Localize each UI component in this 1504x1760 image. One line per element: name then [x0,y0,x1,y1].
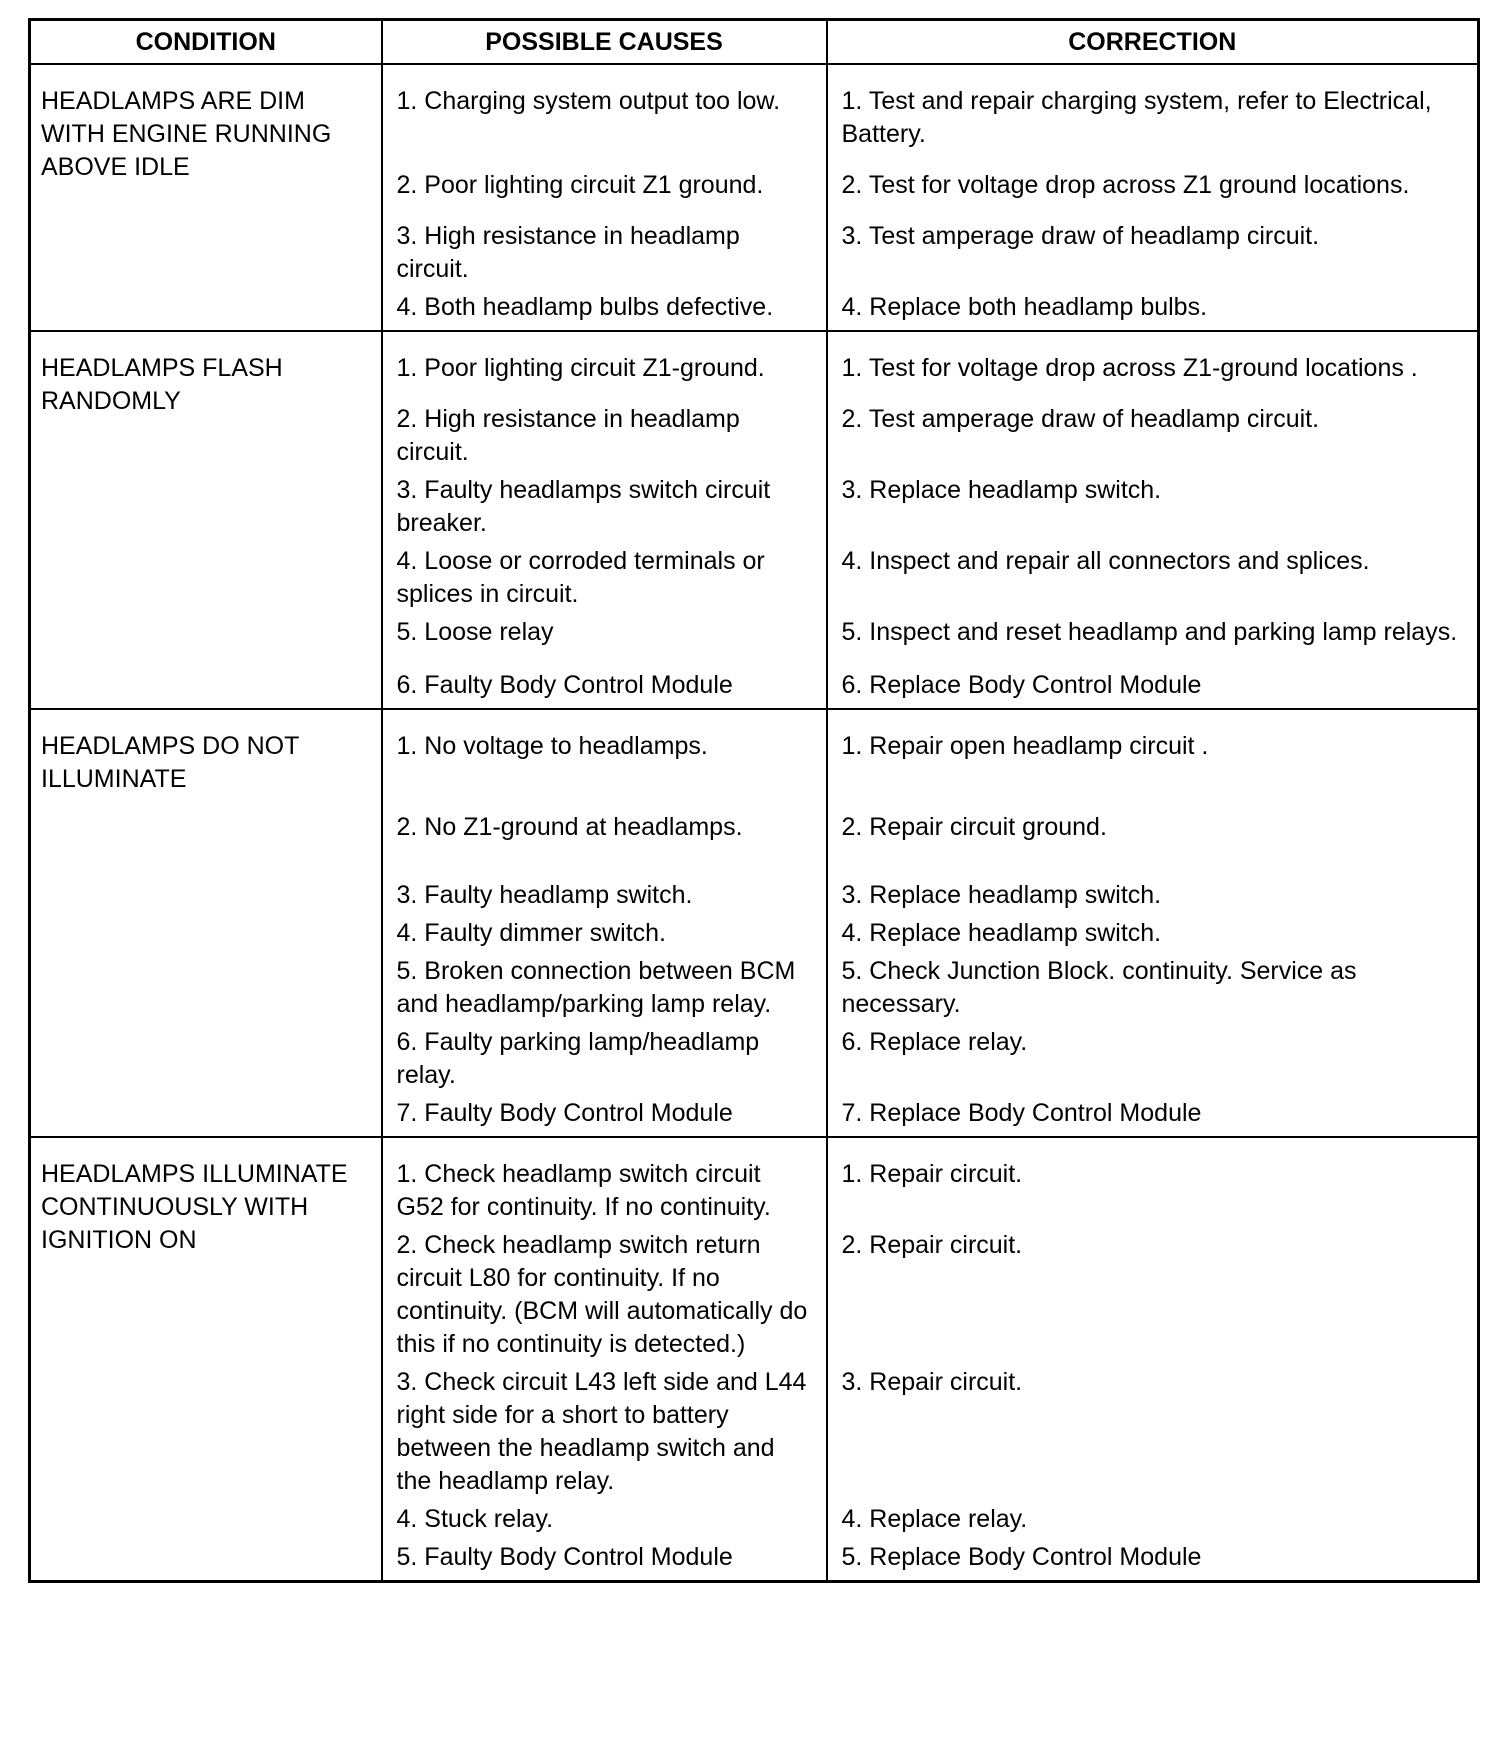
cause-cell: 5. Broken connection between BCM and headlamp/parking lamp relay. [382,955,827,1026]
correction-cell: 3. Replace headlamp switch. [827,474,1479,545]
cause-cell: 2. High resistance in headlamp circuit. [382,403,827,474]
cause-cell: 4. Stuck relay. [382,1503,827,1541]
table-row [30,331,1479,403]
cause-cell: 3. High resistance in headlamp circuit. [382,220,827,291]
cause-cell: 2. No Z1-ground at headlamps. [382,811,827,879]
cause-cell: 3. Faulty headlamp switch. [382,879,827,917]
correction-cell: 5. Check Junction Block. continuity. Service as necessary. [827,955,1479,1026]
table-row [30,709,1479,811]
condition-cell: HEADLAMPS ARE DIM WITH ENGINE RUNNING ABOVE IDLE [30,64,382,331]
correction-cell: 3. Test amperage draw of headlamp circuit. [827,220,1479,291]
correction-cell: 2. Repair circuit. [827,1229,1479,1366]
cause-cell: 7. Faulty Body Control Module [382,1097,827,1137]
correction-cell: 5. Replace Body Control Module [827,1541,1479,1582]
correction-cell: 2. Test amperage draw of headlamp circuit. [827,403,1479,474]
diagnosis-table [28,18,1480,1583]
header-row [30,20,1479,65]
cause-cell: 4. Faulty dimmer switch. [382,917,827,955]
condition-cell: HEADLAMPS FLASH RANDOMLY [30,331,382,709]
cause-cell: 1. Charging system output too low. [382,64,827,169]
correction-cell: 4. Replace relay. [827,1503,1479,1541]
table-row [30,1137,1479,1229]
cause-cell: 4. Both headlamp bulbs defective. [382,291,827,331]
correction-cell: 4. Replace headlamp switch. [827,917,1479,955]
correction-cell: 2. Repair circuit ground. [827,811,1479,879]
cause-cell: 6. Faulty Body Control Module [382,669,827,709]
correction-cell: 3. Replace headlamp switch. [827,879,1479,917]
correction-cell: 4. Inspect and repair all connectors and splices. [827,545,1479,616]
cause-cell: 4. Loose or corroded terminals or splices in circuit. [382,545,827,616]
correction-cell: 6. Replace Body Control Module [827,669,1479,709]
correction-cell: 4. Replace both headlamp bulbs. [827,291,1479,331]
cause-cell: 3. Faulty headlamps switch circuit breaker. [382,474,827,545]
correction-cell: 1. Repair open headlamp circuit . [827,709,1479,811]
correction-cell: 2. Test for voltage drop across Z1 ground locations. [827,169,1479,220]
cause-cell: 1. No voltage to headlamps. [382,709,827,811]
cause-cell: 2. Poor lighting circuit Z1 ground. [382,169,827,220]
cause-cell: 1. Check headlamp switch circuit G52 for continuity. If no continuity. [382,1137,827,1229]
correction-cell: 1. Test and repair charging system, refer to Electrical, Battery. [827,64,1479,169]
cause-cell: 5. Faulty Body Control Module [382,1541,827,1582]
header-causes: POSSIBLE CAUSES [382,20,827,65]
cause-cell: 3. Check circuit L43 left side and L44 right side for a short to battery between the headlamp switch and the headlamp relay. [382,1366,827,1503]
correction-cell: 3. Repair circuit. [827,1366,1479,1503]
cause-cell: 5. Loose relay [382,616,827,669]
condition-cell: HEADLAMPS ILLUMINATE CONTINUOUSLY WITH IGNITION ON [30,1137,382,1582]
condition-cell: HEADLAMPS DO NOT ILLUMINATE [30,709,382,1137]
correction-cell: 1. Repair circuit. [827,1137,1479,1229]
header-correction: CORRECTION [827,20,1479,65]
correction-cell: 5. Inspect and reset headlamp and parking lamp relays. [827,616,1479,669]
correction-cell: 7. Replace Body Control Module [827,1097,1479,1137]
cause-cell: 1. Poor lighting circuit Z1-ground. [382,331,827,403]
table-row [30,64,1479,169]
table-body [30,64,1479,1582]
correction-cell: 1. Test for voltage drop across Z1-ground locations . [827,331,1479,403]
header-condition: CONDITION [30,20,382,65]
cause-cell: 2. Check headlamp switch return circuit L80 for continuity. If no continuity. (BCM will automatically do this if no continuity is detected.) [382,1229,827,1366]
correction-cell: 6. Replace relay. [827,1026,1479,1097]
cause-cell: 6. Faulty parking lamp/headlamp relay. [382,1026,827,1097]
